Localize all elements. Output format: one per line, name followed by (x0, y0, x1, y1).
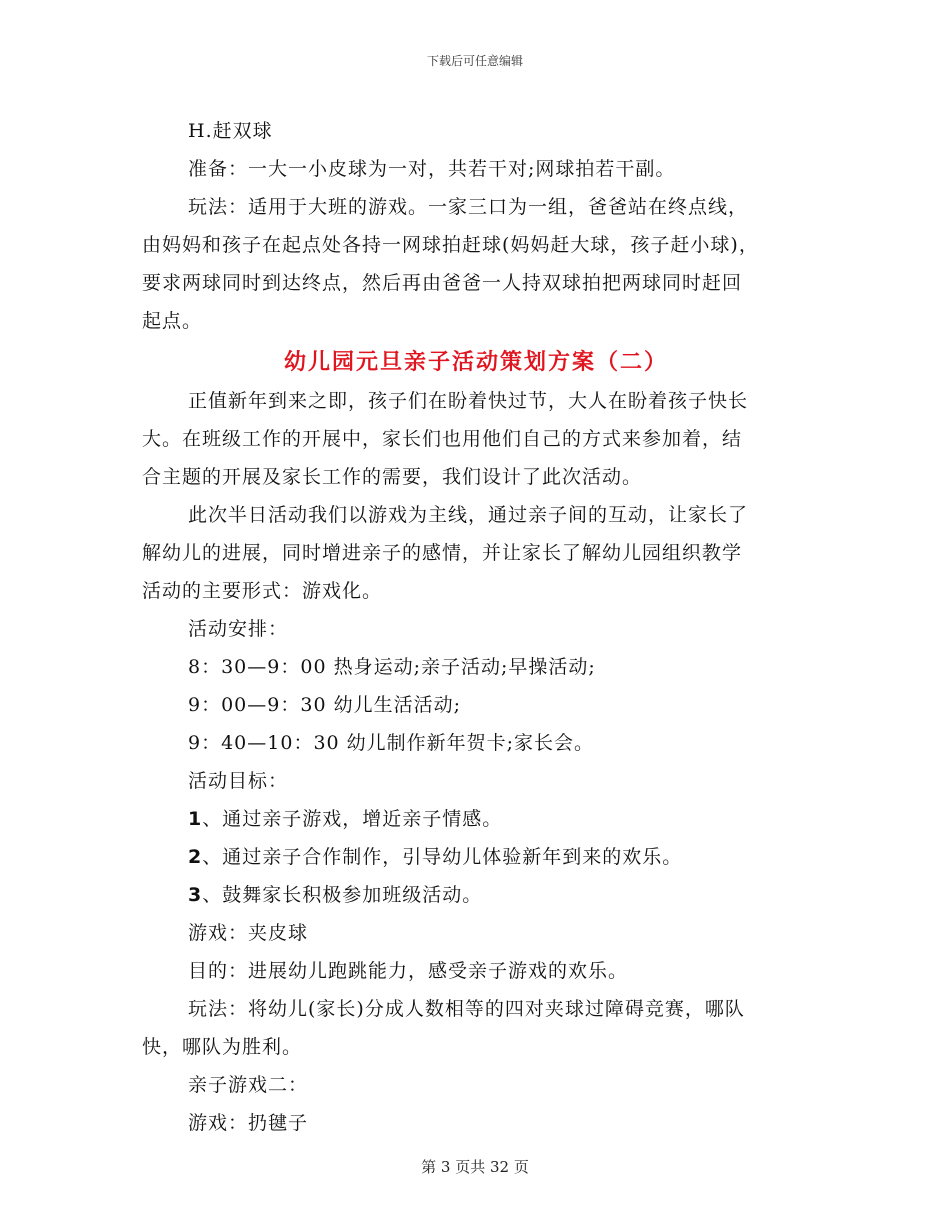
paragraph-purpose-line: 活动的主要形式：游戏化。 (142, 580, 383, 602)
goal-number: 3 (188, 884, 203, 906)
paragraph-purpose-line: 此次半日活动我们以游戏为主线，通过亲子间的互动，让家长了 (188, 504, 749, 526)
game-rules-line: 快，哪队为胜利。 (142, 1036, 303, 1058)
game-heading: 游戏：扔毽子 (188, 1112, 309, 1134)
goal-number: 2 (188, 846, 203, 868)
schedule-item: 9：40—10：30 幼儿制作新年贺卡;家长会。 (188, 732, 595, 754)
paragraph-preparation: 准备：一大一小皮球为一对，共若干对;网球拍若干副。 (188, 158, 676, 180)
goals-heading: 活动目标： (188, 770, 289, 792)
goal-item (142, 800, 810, 838)
paragraph-intro-line: 正值新年到来之即，孩子们在盼着快过节，大人在盼着孩子快长 (188, 390, 749, 412)
game-heading: 游戏：夹皮球 (188, 922, 309, 944)
paragraph-rules-line: 由妈妈和孩子在起点处各持一网球拍赶球(妈妈赶大球，孩子赶小球)， (142, 234, 759, 256)
paragraph-rules-line: 玩法：适用于大班的游戏。一家三口为一组，爸爸站在终点线， (188, 196, 749, 218)
page-header: 下载后可任意编辑 (426, 54, 523, 68)
schedule-heading: 活动安排： (188, 618, 289, 640)
goal-item (142, 876, 810, 914)
schedule-item: 9：00—9：30 幼儿生活活动; (188, 694, 461, 716)
section-heading-h: H.赶双球 (188, 120, 273, 142)
game-purpose: 目的：进展幼儿跑跳能力，感受亲子游戏的欢乐。 (188, 960, 629, 982)
goal-text: 、通过亲子合作制作，引导幼儿体验新年到来的欢乐。 (202, 846, 683, 868)
paragraph-intro-line: 合主题的开展及家长工作的需要，我们设计了此次活动。 (142, 466, 643, 488)
game-section-heading: 亲子游戏二： (188, 1074, 309, 1096)
game-rules-line: 玩法：将幼儿(家长)分成人数相等的四对夹球过障碍竞赛，哪队 (188, 998, 745, 1020)
goal-text: 、鼓舞家长积极参加班级活动。 (202, 884, 483, 906)
schedule-item: 8：30—9：00 热身运动;亲子活动;早操活动; (188, 656, 596, 678)
paragraph-purpose-line: 解幼儿的进展，同时增进亲子的感情，并让家长了解幼儿园组织教学 (142, 542, 743, 564)
goal-number: 1 (188, 808, 203, 830)
paragraph-rules-line: 要求两球同时到达终点，然后再由爸爸一人持双球拍把两球同时赶回 (142, 272, 743, 294)
goal-text: 、通过亲子游戏，增近亲子情感。 (202, 808, 503, 830)
document-title: 幼儿园元旦亲子活动策划方案（二） (283, 349, 668, 375)
document-body (142, 112, 810, 1142)
goal-item (142, 838, 810, 876)
paragraph-rules-line: 起点。 (142, 310, 203, 332)
page-footer: 第 3 页共 32 页 (421, 1158, 529, 1176)
paragraph-intro-line: 大。在班级工作的开展中，家长们也用他们自己的方式来参加着，结 (142, 428, 743, 450)
